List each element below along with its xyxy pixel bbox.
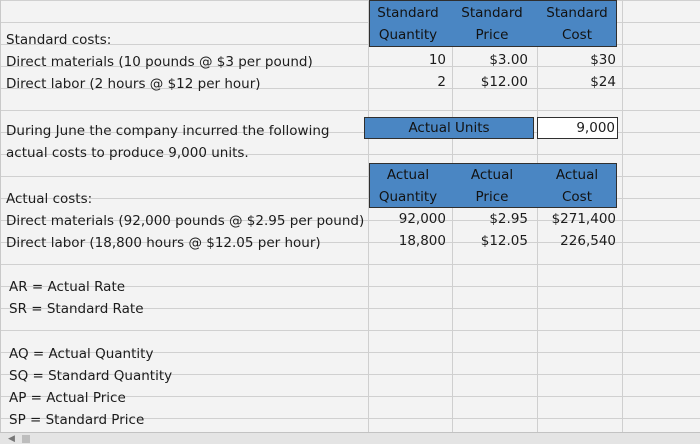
june-note-line1: During June the company incurred the following: [6, 123, 330, 139]
horizontal-scrollbar[interactable]: [0, 432, 700, 444]
legend-ap: AP = Actual Price: [9, 390, 126, 406]
legend-sq: SQ = Standard Quantity: [9, 368, 173, 384]
legend-sp: SP = Standard Price: [9, 412, 145, 428]
actual-materials-price: $2.95: [489, 211, 528, 227]
actual-costs-label: Actual costs:: [6, 191, 93, 207]
standard-quantity-header-1: Standard: [377, 5, 439, 21]
standard-materials-quantity: 10: [428, 52, 446, 68]
actual-labor-cost: 226,540: [560, 233, 616, 249]
actual-labor-quantity: 18,800: [398, 233, 446, 249]
standard-price-header-2: Price: [475, 27, 509, 43]
column-divider: [622, 0, 623, 444]
actual-materials-cost: $271,400: [551, 211, 616, 227]
actual-units-value: 9,000: [576, 120, 615, 136]
standard-cost-header-2: Cost: [561, 27, 592, 43]
actual-quantity-header-1: Actual: [386, 167, 430, 183]
scroll-left-icon[interactable]: ◀: [8, 434, 15, 444]
actual-labor-label: Direct labor (18,800 hours @ $12.05 per hour): [6, 235, 321, 251]
standard-materials-label: Direct materials (10 pounds @ $3 per pound): [6, 54, 313, 70]
actual-cost-header-1: Actual: [555, 167, 599, 183]
legend-aq: AQ = Actual Quantity: [9, 346, 154, 362]
standard-labor-label: Direct labor (2 hours @ $12 per hour): [6, 76, 261, 92]
standard-price-header-1: Standard: [461, 5, 523, 21]
standard-quantity-header-2: Quantity: [378, 27, 438, 43]
column-divider: [368, 0, 369, 444]
actual-units-label: Actual Units: [408, 120, 490, 136]
actual-price-header-1: Actual: [470, 167, 514, 183]
june-note-line2: actual costs to produce 9,000 units.: [6, 145, 249, 161]
actual-materials-quantity: 92,000: [398, 211, 446, 227]
standard-labor-cost: $24: [590, 74, 616, 90]
standard-labor-price: $12.00: [480, 74, 528, 90]
legend-ar: AR = Actual Rate: [9, 279, 126, 295]
actual-materials-label: Direct materials (92,000 pounds @ $2.95 per pound): [6, 213, 365, 229]
actual-price-header-2: Price: [475, 189, 509, 205]
actual-labor-price: $12.05: [480, 233, 528, 249]
standard-cost-header-1: Standard: [546, 5, 608, 21]
actual-quantity-header-2: Quantity: [378, 189, 438, 205]
legend-sr: SR = Standard Rate: [9, 301, 144, 317]
standard-materials-cost: $30: [590, 52, 616, 68]
standard-labor-quantity: 2: [437, 74, 446, 90]
scroll-thumb[interactable]: [22, 435, 30, 443]
standard-costs-label: Standard costs:: [6, 32, 112, 48]
standard-materials-price: $3.00: [489, 52, 528, 68]
actual-cost-header-2: Cost: [561, 189, 592, 205]
